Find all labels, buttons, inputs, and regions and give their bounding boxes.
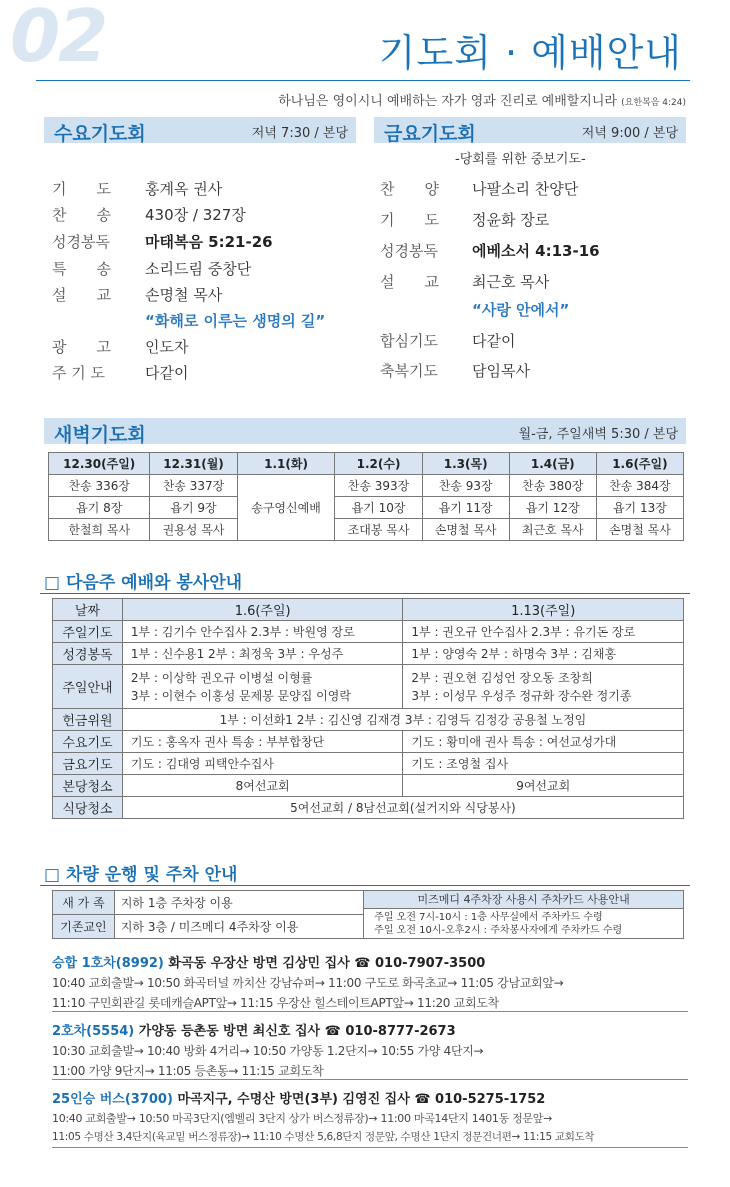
table-row: 주일기도 1부 : 김기수 안수집사 2.3부 : 박원영 장로 1부 : 권오규 안수집사 2.3부 : 유기돈 장로 [53,621,684,643]
table-row: 욥기 8장 욥기 9장 욥기 10장 욥기 11장 욥기 12장 욥기 13장 [49,497,684,519]
verse-ref: (요한복음 4:24) [621,98,686,108]
table-row: 성경봉독 1부 : 신수용1 2부 : 최정욱 3부 : 우성주 1부 : 양영숙 2부 : 하명숙 3부 : 김채홍 [53,643,684,665]
bus-route-2: 2호차(5554) 가양동 등촌동 방면 최신호 집사 ☎ 010-8777-2673 10:30 교회출발→ 10:40 방화 4거리→ 10:50 가양동 1.2단지→ 10:55 가양 4단지→ 11:00 가양 9단지→ 11:05 등촌동→ 11:15 교회도착 [52,1020,688,1080]
friday-time: 저녁 9:00 / 본당 [581,126,678,141]
friday-header [374,117,686,143]
table-row: 헌금위원 1부 : 이선화1 2부 : 김신영 김재경 3부 : 김영득 김정강 공용철 노정임 [53,709,684,731]
table-row: 식당청소 5여선교회 / 8남선교회(설거지와 식당봉사) [53,797,684,819]
table-row: 기존교인 지하 3층 / 미즈메디 4주차장 이용 [53,915,684,939]
friday-subtitle: -당회를 위한 중보기도- [455,152,586,167]
table-row: 본당청소 8여선교회 9여선교회 [53,775,684,797]
next-week-divider [40,593,690,594]
page-title: 기도회 · 예배안내 [378,31,682,75]
verse [278,90,686,109]
parking-heading: □ 차량 운행 및 주차 안내 [44,865,238,885]
table-row: 날짜 1.6(주일) 1.13(주일) [53,599,684,621]
verse-text: 하나님은 영이시니 예배하는 자가 영과 진리로 예배할지니라 [278,94,617,109]
wednesday-time: 저녁 7:30 / 본당 [251,126,348,141]
new-year-service: 송구영신예배 [237,475,335,541]
table-row: 주일안내 2부 : 이상학 권오규 이병설 이형률 3부 : 이현수 이홍성 문제봉 문양집 이영락 2부 : 권오현 김성언 장오동 조창희 3부 : 이성무 우성주 정규화 장수완 정기종 [53,665,684,709]
table-row: 12.30(주일) 12.31(월) 1.1(화) 1.2(수) 1.3(목) 1.4(금) 1.6(주일) [49,453,684,475]
wednesday-header [44,117,356,143]
page-number: 02 [10,0,107,78]
table-row: 찬송 336장 찬송 337장 송구영신예배 찬송 393장 찬송 93장 찬송 380장 찬송 384장 [49,475,684,497]
next-week-heading: □ 다음주 예배와 봉사안내 [44,573,243,593]
table-row: 금요기도 기도 : 김대영 피택안수집사 기도 : 조영철 집사 [53,753,684,775]
next-week-table [52,598,684,819]
title-divider [36,80,690,81]
bus-route-3: 25인승 버스(3700) 마곡지구, 수명산 방면(3부) 김영진 집사 ☎ 010-5275-1752 10:40 교회출발→ 10:50 마곡3단지(엠벨리 3단지 상가 버스정류장)→ 11:00 마곡14단지 1401동 정문앞→ 11:05 수명산 3,4단지(육교밑 버스정류장)→ 11:10 수명산 5,6,8단지 정문앞, 수명산 1단지 정문건너편→ 11:15 교회도착 [52,1088,688,1148]
friday-program: 찬 양 나팔소리 찬양단 기 도 정윤화 장로 성경봉독 에베소서 4:13-16 설 교 최근호 목사 “사랑 안에서” 합심기도 다같이 축복기도 담임목사 [380,180,600,380]
parking-divider [40,885,690,886]
table-row: 수요기도 기도 : 홍옥자 권사 특송 : 부부합창단 기도 : 황미애 권사 특송 : 여선교성가대 [53,731,684,753]
bus-route-1: 승합 1호차(8992) 화곡동 우장산 방면 김상민 집사 ☎ 010-7907-3500 10:40 교회출발→ 10:50 화곡터널 까치산 강남슈퍼→ 11:00 구도로 화곡초교→ 11:05 강남교회앞→ 11:10 구민회관길 롯데캐슬APT앞→ 11:15 우장산 힐스테이트APT앞→ 11:20 교회도착 [52,952,688,1012]
dawn-header [44,418,686,444]
dawn-time: 월-금, 주일새벽 5:30 / 본당 [518,427,678,442]
wednesday-title: 수요기도회 [54,123,146,145]
friday-title: 금요기도회 [384,123,476,145]
wednesday-program: 기 도 홍계옥 권사 찬 송 430장 / 327장 성경봉독 마태복음 5:21-26 특 송 소리드림 중창단 설 교 손명철 목사 “화해로 이루는 생명의 길” 광 고 인도자 주 기 도 다같이 [52,180,326,382]
table-row: 한철희 목사 권용성 목사 조대봉 목사 손명철 목사 최근호 목사 손명철 목사 [49,519,684,541]
parking-table [52,890,684,939]
dawn-table [48,452,684,541]
table-row: 새 가 족 지하 1층 주차장 이용 미즈메디 4주차장 사용시 주차카드 사용안내 주일 오전 7시-10시 : 1층 사무실에서 주차카드 수령 주일 오전 10시-오후2시 : 주차봉사자에게 주차카드 수령 [53,891,684,915]
parking-card-info: 미즈메디 4주차장 사용시 주차카드 사용안내 주일 오전 7시-10시 : 1층 사무실에서 주차카드 수령 주일 오전 10시-오후2시 : 주차봉사자에게 주차카드 수령 [364,891,684,939]
dawn-title: 새벽기도회 [54,424,146,446]
